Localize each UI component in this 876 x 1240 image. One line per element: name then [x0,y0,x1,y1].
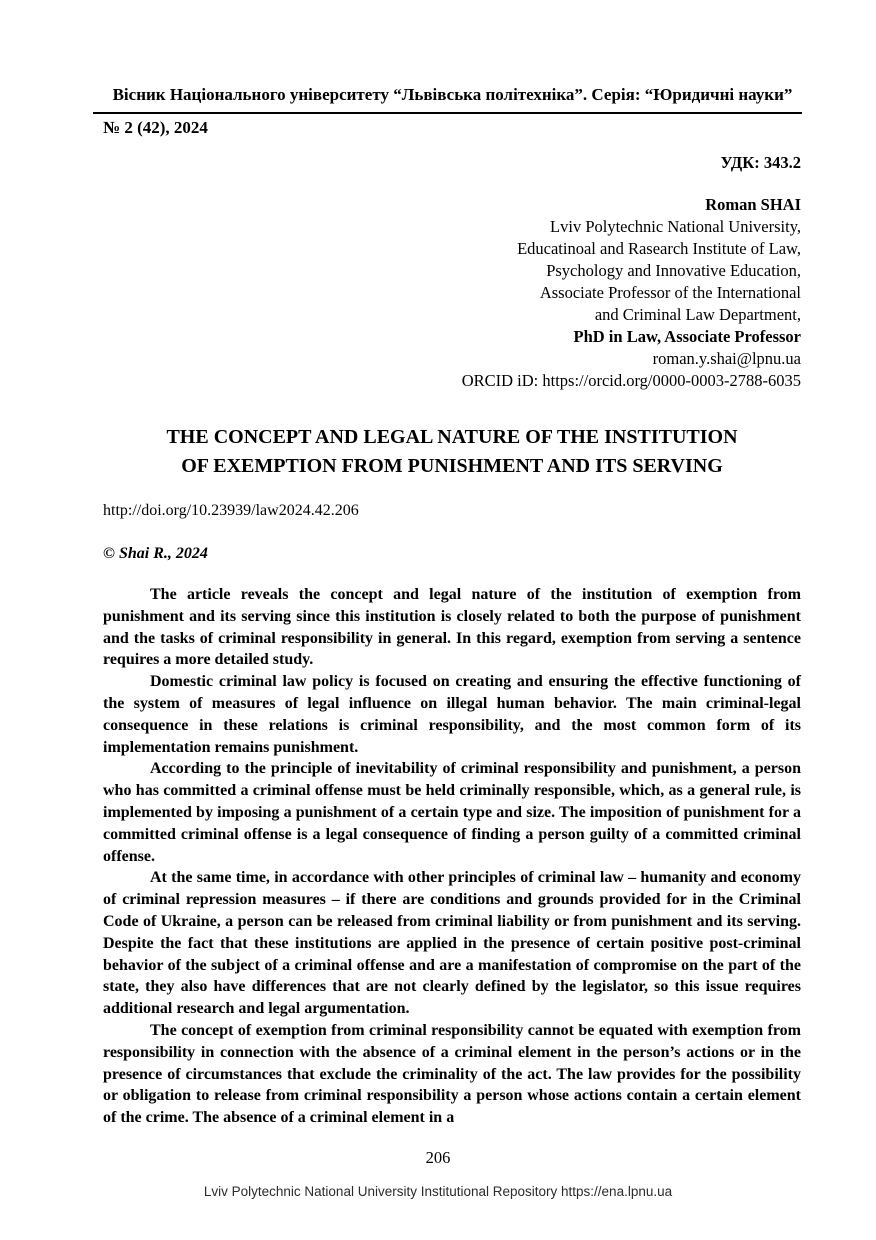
page-number: 206 [425,1148,451,1167]
author-affiliation-line: Lviv Polytechnic National University, [550,217,801,236]
body-paragraph: The concept of exemption from criminal responsibility cannot be equated with exemption from responsibility in connection with the absence of a criminal element in the person’s actions or in the presence of circumstances that exclude the criminality of the act. The law provides for the possibility or obligation to release from criminal responsibility a person whose actions contain a certain element of the crime. The absence of a criminal element in a [103,1021,801,1127]
author-affiliation-line: Educatinoal and Rasearch Institute of Law, [517,239,801,258]
author-affiliation-line: Associate Professor of the International [539,283,801,302]
article-body [103,584,801,1129]
udc-label: УДК: 343.2 [720,153,801,172]
author-affiliation-line: Psychology and Innovative Education, [546,261,801,280]
body-paragraph: Domestic criminal law policy is focused on creating and ensuring the effective functioning of the system of measures of legal influence on illegal human behavior. The main criminal-legal consequence in these relations is criminal responsibility, and the most common form of its implementation remains punishment. [103,673,801,756]
author-name: Roman SHAI [705,195,801,214]
body-paragraph: At the same time, in accordance with other principles of criminal law – humanity and economy of criminal repression measures – if there are conditions and grounds provided for in the Criminal Code of Ukraine, a person can be released from criminal liability or from punishment and its serving. Despite the fact that these institutions are applied in the presence of certain positive post-criminal behavior of the subject of a criminal offense and are a manifestation of compromise on the part of the state, they also have differences that are not clearly defined by the legislator, so this issue requires additional research and legal argumentation. [103,869,801,1018]
author-email: roman.y.shai@lpnu.ua [652,349,801,368]
author-orcid-line: ORCID iD: https://orcid.org/0000-0003-2788-6035 [461,371,801,390]
author-degree-line: PhD in Law, Associate Professor [573,327,801,346]
article-title-line1: THE CONCEPT AND LEGAL NATURE OF THE INSTITUTION [166,426,738,448]
body-paragraph: The article reveals the concept and legal nature of the institution of exemption from punishment and its serving since this institution is closely related to both the purpose of punishment and the tasks of criminal responsibility in general. In this regard, exemption from serving a sentence requires a more detailed study. [103,586,801,669]
body-paragraph: According to the principle of inevitability of criminal responsibility and punishment, a person who has committed a criminal offense must be held criminally responsible, which, as a general rule, is implemented by imposing a punishment of a certain type and size. The imposition of punishment for a committed criminal offense is a legal consequence of finding a person guilty of a committed criminal offense. [103,760,801,865]
article-title-line2: OF EXEMPTION FROM PUNISHMENT AND ITS SERVING [181,455,723,477]
author-affiliation-line: and Criminal Law Department, [594,305,801,324]
article-doi: http://doi.org/10.23939/law2024.42.206 [103,502,359,519]
article-copyright: © Shai R., 2024 [103,545,208,562]
repository-note: Lviv Polytechnic National University Institutional Repository https://ena.lpnu.ua [203,1184,673,1199]
article-title [103,423,801,481]
journal-issue-line: № 2 (42), 2024 [103,118,208,137]
author-block [103,194,801,392]
journal-header-line: Вісник Національного університету “Львівська політехніка”. Серія: “Юридичні науки” [93,84,802,114]
